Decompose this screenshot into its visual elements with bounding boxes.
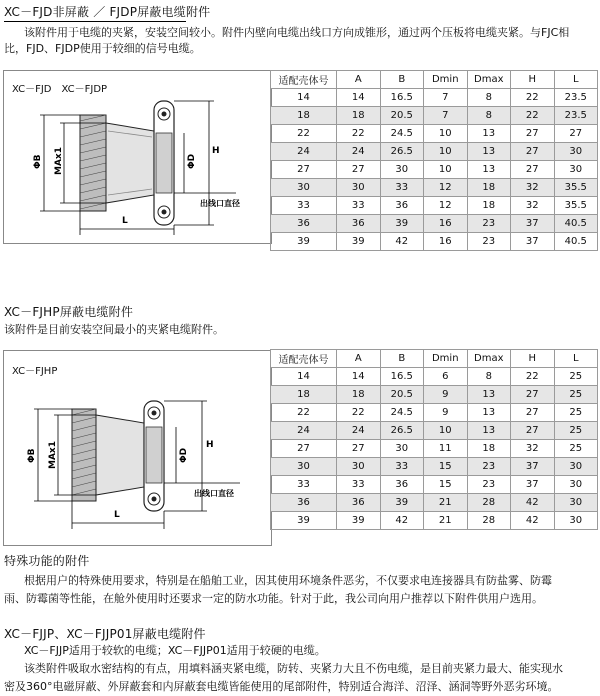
section2-figure-label: XC－FJHP xyxy=(12,366,58,377)
table-row xyxy=(271,179,598,197)
table-cell: 39 xyxy=(380,215,424,233)
table-row xyxy=(271,125,598,143)
table-cell: 13 xyxy=(467,143,511,161)
table-cell: 33 xyxy=(271,476,337,494)
table-cell: 8 xyxy=(467,368,511,386)
table-cell: 24 xyxy=(337,143,381,161)
section1-spec-table xyxy=(270,70,598,251)
dim-max1-label: MAx1 xyxy=(54,147,64,175)
table-cell: 37 xyxy=(511,458,555,476)
table-cell: 30 xyxy=(554,476,598,494)
table-header-cell: H xyxy=(511,71,555,89)
table-cell: 22 xyxy=(271,125,337,143)
section4-title: XC－FJJP、XC－FJJP01屏蔽电缆附件 xyxy=(4,627,206,641)
table-cell: 30 xyxy=(337,458,381,476)
table-cell: 40.5 xyxy=(554,215,598,233)
table-cell: 14 xyxy=(271,368,337,386)
table-cell: 39 xyxy=(271,233,337,251)
table-cell: 7 xyxy=(424,107,468,125)
table-row xyxy=(271,440,598,458)
table-cell: 27 xyxy=(511,386,555,404)
table-cell: 26.5 xyxy=(380,422,424,440)
table-cell: 36 xyxy=(380,197,424,215)
table-cell: 30 xyxy=(554,458,598,476)
dim-phiD-label-2: ΦD xyxy=(179,447,189,463)
section1-title-underline xyxy=(4,21,186,22)
table-cell: 33 xyxy=(380,179,424,197)
table-cell: 32 xyxy=(511,197,555,215)
table-row xyxy=(271,422,598,440)
table-cell: 39 xyxy=(337,233,381,251)
table-header-cell: L xyxy=(554,350,598,368)
table-cell: 30 xyxy=(380,161,424,179)
table-cell: 30 xyxy=(271,458,337,476)
table-cell: 22 xyxy=(337,125,381,143)
table-cell: 30 xyxy=(337,179,381,197)
table-header-cell: Dmin xyxy=(424,350,468,368)
table-cell: 18 xyxy=(337,386,381,404)
section1-desc-line2: 比，FJD、FJDP使用于较细的信号电缆。 xyxy=(4,42,201,55)
table-cell: 42 xyxy=(380,233,424,251)
table-cell: 27 xyxy=(271,161,337,179)
fjhp-connector-drawing xyxy=(4,351,271,545)
table-row xyxy=(271,494,598,512)
table-cell: 23.5 xyxy=(554,107,598,125)
table-cell: 24 xyxy=(271,143,337,161)
table-row xyxy=(271,143,598,161)
table-cell: 35.5 xyxy=(554,179,598,197)
table-cell: 26.5 xyxy=(380,143,424,161)
table-cell: 30 xyxy=(554,161,598,179)
table-cell: 16 xyxy=(424,215,468,233)
section1-desc-line1: 该附件用于电缆的夹紧，安装空间较小。附件内壁向电缆出线口方向成锥形，通过两个压板将电缆夹紧。与FJC相 xyxy=(24,26,570,39)
section4-line1: XC－FJJP适用于较软的电缆；XC－FJJP01适用于较硬的电缆。 xyxy=(24,644,326,657)
table-header-cell: Dmin xyxy=(424,71,468,89)
table-header-cell: B xyxy=(380,350,424,368)
table-cell: 18 xyxy=(467,179,511,197)
table-cell: 22 xyxy=(337,404,381,422)
table-cell: 16.5 xyxy=(380,368,424,386)
table-cell: 27 xyxy=(337,440,381,458)
table-cell: 27 xyxy=(511,404,555,422)
table-cell: 13 xyxy=(467,404,511,422)
dim-max1-label-2: MAx1 xyxy=(48,441,58,469)
section1-drawing-frame xyxy=(3,70,272,244)
table-cell: 39 xyxy=(380,494,424,512)
dim-L-label: L xyxy=(122,216,128,226)
table-cell: 30 xyxy=(380,440,424,458)
table-cell: 23.5 xyxy=(554,89,598,107)
section4-line3: 密及360°电磁屏蔽、外屏蔽套和内屏蔽套电缆皆能使用的尾部附件，特别适合海洋、沼泽、涵洞等野外恶劣环境。 xyxy=(4,680,559,693)
table-row xyxy=(271,476,598,494)
table-row xyxy=(271,458,598,476)
table-cell: 14 xyxy=(271,89,337,107)
table-cell: 13 xyxy=(467,422,511,440)
dim-phiD-label: ΦD xyxy=(187,153,197,169)
table-cell: 18 xyxy=(271,386,337,404)
table-cell: 33 xyxy=(337,476,381,494)
table-cell: 27 xyxy=(271,440,337,458)
dim-phiB-label: ΦB xyxy=(33,154,43,169)
table-cell: 18 xyxy=(467,197,511,215)
section2-title: XC－FJHP屏蔽电缆附件 xyxy=(4,305,134,319)
table-cell: 16 xyxy=(424,233,468,251)
table-cell: 37 xyxy=(511,233,555,251)
table-cell: 13 xyxy=(467,161,511,179)
table-cell: 23 xyxy=(467,458,511,476)
table-cell: 39 xyxy=(271,512,337,530)
table-cell: 30 xyxy=(554,494,598,512)
table-cell: 22 xyxy=(511,368,555,386)
table-cell: 8 xyxy=(467,107,511,125)
dim-H-label: H xyxy=(212,146,220,156)
table-cell: 16.5 xyxy=(380,89,424,107)
table-header-cell: A xyxy=(337,71,381,89)
table-cell: 9 xyxy=(424,404,468,422)
table-cell: 9 xyxy=(424,386,468,404)
table-cell: 18 xyxy=(337,107,381,125)
table-cell: 24 xyxy=(271,422,337,440)
table-cell: 14 xyxy=(337,89,381,107)
table-header-cell: 适配壳体号 xyxy=(271,350,337,368)
table-cell: 12 xyxy=(424,197,468,215)
table-cell: 36 xyxy=(271,215,337,233)
table-cell: 23 xyxy=(467,476,511,494)
fjd-connector-drawing xyxy=(4,71,271,243)
table-cell: 11 xyxy=(424,440,468,458)
section2-spec-table xyxy=(270,349,598,530)
table-header-cell: Dmax xyxy=(467,71,511,89)
table-row xyxy=(271,368,598,386)
table-cell: 22 xyxy=(271,404,337,422)
table-header-cell: B xyxy=(380,71,424,89)
table-cell: 7 xyxy=(424,89,468,107)
table-cell: 12 xyxy=(424,179,468,197)
table-cell: 25 xyxy=(554,368,598,386)
table-cell: 23 xyxy=(467,215,511,233)
table-cell: 10 xyxy=(424,422,468,440)
table-row xyxy=(271,197,598,215)
dim-L-label-2: L xyxy=(114,510,120,520)
table-cell: 30 xyxy=(554,143,598,161)
table-header-cell: L xyxy=(554,71,598,89)
section3-line1: 根据用户的特殊使用要求，特别是在船舶工业，因其使用环境条件恶劣，不仅要求电连接器具有防盐雾、防霉 xyxy=(24,574,552,587)
dim-outlet-label-2: 出线口直径 xyxy=(194,489,234,498)
section2-desc-line1: 该附件是目前安装空间最小的夹紧电缆附件。 xyxy=(4,323,224,336)
table-cell: 37 xyxy=(511,476,555,494)
section2-drawing-frame xyxy=(3,350,272,546)
table-cell: 10 xyxy=(424,143,468,161)
dim-phiB-label-2: ΦB xyxy=(27,448,37,463)
table-cell: 24 xyxy=(337,422,381,440)
table-cell: 33 xyxy=(337,197,381,215)
table-header-cell: Dmax xyxy=(467,350,511,368)
dim-H-label-2: H xyxy=(206,440,214,450)
section3-line2: 雨、防霉菌等性能，在舱外使用时还要求一定的防水功能。针对于此，我公司向用户推荐以下附件供用户选用。 xyxy=(4,592,543,605)
table-cell: 30 xyxy=(271,179,337,197)
table-cell: 25 xyxy=(554,386,598,404)
table-cell: 24.5 xyxy=(380,125,424,143)
table-cell: 6 xyxy=(424,368,468,386)
table-cell: 15 xyxy=(424,458,468,476)
table-cell: 27 xyxy=(554,125,598,143)
table-header-cell: A xyxy=(337,350,381,368)
table-cell: 23 xyxy=(467,233,511,251)
table-row xyxy=(271,233,598,251)
table-cell: 32 xyxy=(511,440,555,458)
table-cell: 27 xyxy=(511,143,555,161)
table-cell: 42 xyxy=(380,512,424,530)
table-cell: 10 xyxy=(424,161,468,179)
table-cell: 37 xyxy=(511,215,555,233)
table-cell: 21 xyxy=(424,512,468,530)
table-cell: 32 xyxy=(511,179,555,197)
table-cell: 36 xyxy=(380,476,424,494)
section1-title: XC－FJD非屏蔽 ／ FJDP屏蔽电缆附件 xyxy=(4,5,211,19)
table-cell: 25 xyxy=(554,422,598,440)
table-cell: 8 xyxy=(467,89,511,107)
table-row xyxy=(271,107,598,125)
table-cell: 22 xyxy=(511,107,555,125)
table-row xyxy=(271,215,598,233)
section3-title: 特殊功能的附件 xyxy=(4,554,90,568)
table-cell: 18 xyxy=(271,107,337,125)
table-row xyxy=(271,386,598,404)
table-row xyxy=(271,404,598,422)
table-cell: 36 xyxy=(337,215,381,233)
table-cell: 33 xyxy=(271,197,337,215)
table-header-cell: 适配壳体号 xyxy=(271,71,337,89)
table-cell: 27 xyxy=(511,161,555,179)
table-cell: 36 xyxy=(271,494,337,512)
table-cell: 25 xyxy=(554,404,598,422)
table-cell: 27 xyxy=(337,161,381,179)
table-header-cell: H xyxy=(511,350,555,368)
table-cell: 22 xyxy=(511,89,555,107)
table-cell: 33 xyxy=(380,458,424,476)
table-row xyxy=(271,512,598,530)
table-cell: 21 xyxy=(424,494,468,512)
table-cell: 42 xyxy=(511,494,555,512)
table-cell: 10 xyxy=(424,125,468,143)
table-cell: 24.5 xyxy=(380,404,424,422)
table-cell: 30 xyxy=(554,512,598,530)
table-cell: 18 xyxy=(467,440,511,458)
dim-outlet-label: 出线口直径 xyxy=(200,199,240,208)
table-row xyxy=(271,89,598,107)
table-cell: 28 xyxy=(467,494,511,512)
table-cell: 42 xyxy=(511,512,555,530)
table-cell: 40.5 xyxy=(554,233,598,251)
table-cell: 27 xyxy=(511,422,555,440)
table-cell: 36 xyxy=(337,494,381,512)
table-cell: 25 xyxy=(554,440,598,458)
table-cell: 20.5 xyxy=(380,107,424,125)
table-cell: 27 xyxy=(511,125,555,143)
table-cell: 13 xyxy=(467,125,511,143)
table-cell: 15 xyxy=(424,476,468,494)
section4-line2: 该类附件吸取水密结构的有点，用填料涵夹紧电缆，防转、夹紧力大且不伤电缆，是目前夹紧力最大、能实现水 xyxy=(24,662,563,675)
table-cell: 39 xyxy=(337,512,381,530)
table-cell: 35.5 xyxy=(554,197,598,215)
table-cell: 20.5 xyxy=(380,386,424,404)
table-cell: 28 xyxy=(467,512,511,530)
table-cell: 13 xyxy=(467,386,511,404)
section1-figure-label: XC－FJD XC－FJDP xyxy=(12,84,108,95)
table-cell: 14 xyxy=(337,368,381,386)
table-row xyxy=(271,161,598,179)
